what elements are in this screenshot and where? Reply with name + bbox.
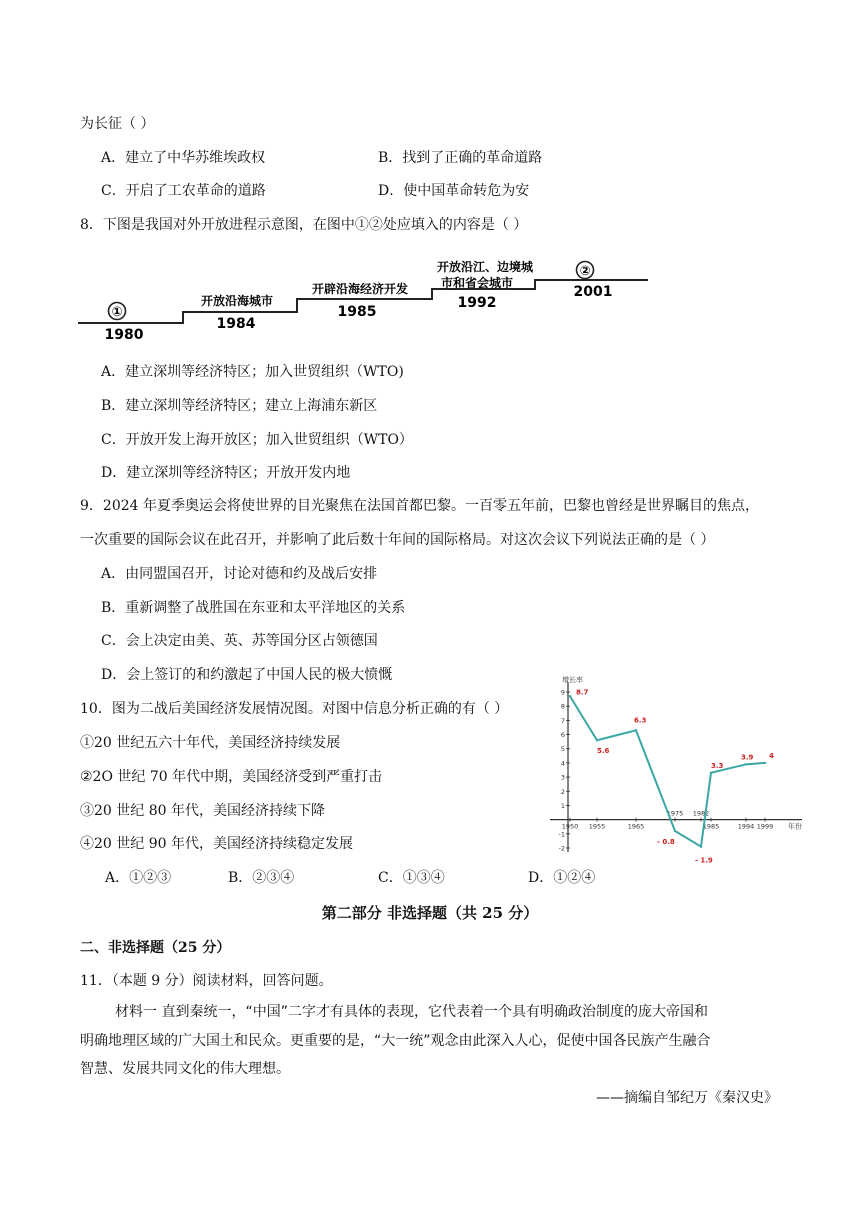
q10-option-a: A．①②③ xyxy=(105,870,172,886)
q8-option-d: D．建立深圳等经济特区；开放开发内地 xyxy=(101,465,351,481)
q7-option-d: D．使中国革命转危为安 xyxy=(378,183,530,199)
x-tick-label: 1975 xyxy=(666,809,684,818)
step-1980-year: 1980 xyxy=(104,327,144,343)
x-tick-label: 1965 xyxy=(627,822,645,831)
data-label: 3.3 xyxy=(711,761,724,770)
x-tick-label: 1950 xyxy=(561,822,579,831)
x-tick-label: 1985 xyxy=(702,822,720,831)
data-point xyxy=(596,739,598,741)
q7-option-b: B．找到了正确的革命道路 xyxy=(378,150,543,166)
step-1992-year: 1992 xyxy=(457,295,497,311)
q10-option-d: D．①②④ xyxy=(528,870,596,886)
q10-item-3: ③20 世纪 80 年代，美国经济持续下降 xyxy=(80,803,325,819)
x-axis-title: 年份 xyxy=(788,822,802,831)
data-label: 3.9 xyxy=(741,753,754,762)
y-tick-label: 4 xyxy=(560,759,565,768)
data-point xyxy=(745,763,747,765)
y-tick-label: 3 xyxy=(560,773,565,782)
data-label: 5.6 xyxy=(597,747,610,756)
step-2001-label: ② xyxy=(579,264,591,279)
section-heading: 二、非选择题（25 分） xyxy=(80,940,231,956)
q7-option-c: C．开启了工农革命的道路 xyxy=(101,183,266,199)
q7-stem-tail: 为长征（ ） xyxy=(80,116,155,132)
y-tick-label: 5 xyxy=(560,745,565,754)
q10-item-2: ②2O 世纪 70 年代中期，美国经济受到严重打击 xyxy=(80,769,383,785)
q11-stem: 11．（本题 9 分）阅读材料，回答问题。 xyxy=(80,973,333,989)
x-tick-label: 1999 xyxy=(756,822,774,831)
data-label: - 1.9 xyxy=(695,856,713,865)
q8-option-a: A．建立深圳等经济特区；加入世贸组织（WTO) xyxy=(101,364,404,380)
x-tick-label: 1994 xyxy=(737,822,755,831)
part2-title: 第二部分 非选择题（共 25 分） xyxy=(321,904,539,922)
material1-line3: 智慧、发展共同文化的伟大理想。 xyxy=(80,1061,290,1077)
x-tick-label: 1982 xyxy=(692,809,710,818)
y-tick-label: 7 xyxy=(560,716,565,725)
data-point xyxy=(764,762,766,764)
q10-item-1: ①20 世纪五六十年代，美国经济持续发展 xyxy=(80,735,341,751)
step-1984-year: 1984 xyxy=(216,316,256,332)
material1-line1: 材料一 直到秦统一，“中国”二字才有具体的表现，它代表着一个具有明确政治制度的庞大帝国和 xyxy=(115,1004,708,1020)
q10-option-c: C．①③④ xyxy=(378,870,445,886)
step-1980-label: ① xyxy=(111,305,123,320)
step-1992-label-line1: 开放沿江、边境城 xyxy=(436,260,534,274)
y-tick-label: -2 xyxy=(558,844,565,853)
data-label: 8.7 xyxy=(576,688,589,697)
y-tick-label: 9 xyxy=(560,688,565,697)
data-point xyxy=(710,772,712,774)
y-axis-title: 增长率 xyxy=(562,676,583,684)
step-1985-label: 开辟沿海经济开发 xyxy=(311,282,409,296)
q10-option-b: B．②③④ xyxy=(228,870,295,886)
material-source: ——摘编自邹纪万《秦汉史》 xyxy=(596,1090,778,1106)
data-point xyxy=(700,845,702,847)
y-tick-label: 8 xyxy=(560,702,565,711)
q8-option-b: B．建立深圳等经济特区；建立上海浦东新区 xyxy=(101,398,378,414)
us-economy-growth-chart xyxy=(540,668,810,868)
data-label: 6.3 xyxy=(634,716,647,725)
q9-option-a: A．由同盟国召开，讨论对德和约及战后安排 xyxy=(101,566,378,582)
y-tick-label: 6 xyxy=(560,731,565,740)
y-tick-label: -1 xyxy=(558,830,565,839)
data-label: 4 xyxy=(769,751,774,760)
data-point xyxy=(569,695,571,697)
data-point xyxy=(635,729,637,731)
x-tick-label: 1955 xyxy=(588,822,606,831)
material1-line2: 明确地理区域的广大国土和民众。更重要的是，“大一统”观念由此深入人心，促使中国各民族产生融合 xyxy=(80,1033,711,1049)
step-2001-year: 2001 xyxy=(573,284,613,300)
q9-stem-line1: 9．2024 年夏季奥运会将使世界的目光聚焦在法国首都巴黎。一百零五年前，巴黎也曾经是世界瞩目的焦点， xyxy=(80,498,759,514)
q8-stem: 8．下图是我国对外开放进程示意图，在图中①②处应填入的内容是（ ） xyxy=(80,217,528,233)
q9-option-b: B．重新调整了战胜国在东亚和太平洋地区的关系 xyxy=(101,600,406,616)
q9-option-d: D．会上签订的和约激起了中国人民的极大愤慨 xyxy=(101,667,393,683)
q10-stem: 10．图为二战后美国经济发展情况图。对图中信息分析正确的有（ ） xyxy=(80,701,509,717)
step-1992-label-line2: 市和省会城市 xyxy=(440,276,514,290)
step-1984-label: 开放沿海城市 xyxy=(200,294,274,308)
y-tick-label: 2 xyxy=(560,787,565,796)
q9-option-c: C．会上决定由美、英、苏等国分区占领德国 xyxy=(101,633,378,649)
q7-option-a: A．建立了中华苏维埃政权 xyxy=(101,150,266,166)
step-1985-year: 1985 xyxy=(337,304,377,320)
data-point xyxy=(674,830,676,832)
q9-stem-line2: 一次重要的国际会议在此召开，并影响了此后数十年间的国际格局。对这次会议下列说法正确的是（ ） xyxy=(80,532,715,548)
q10-item-4: ④20 世纪 90 年代，美国经济持续稳定发展 xyxy=(80,836,353,852)
data-label: - 0.8 xyxy=(657,837,675,846)
q8-option-c: C．开放开发上海开放区；加入世贸组织（WTO） xyxy=(101,432,413,448)
y-tick-label: 1 xyxy=(560,801,565,810)
opening-up-staircase-diagram xyxy=(70,252,660,348)
